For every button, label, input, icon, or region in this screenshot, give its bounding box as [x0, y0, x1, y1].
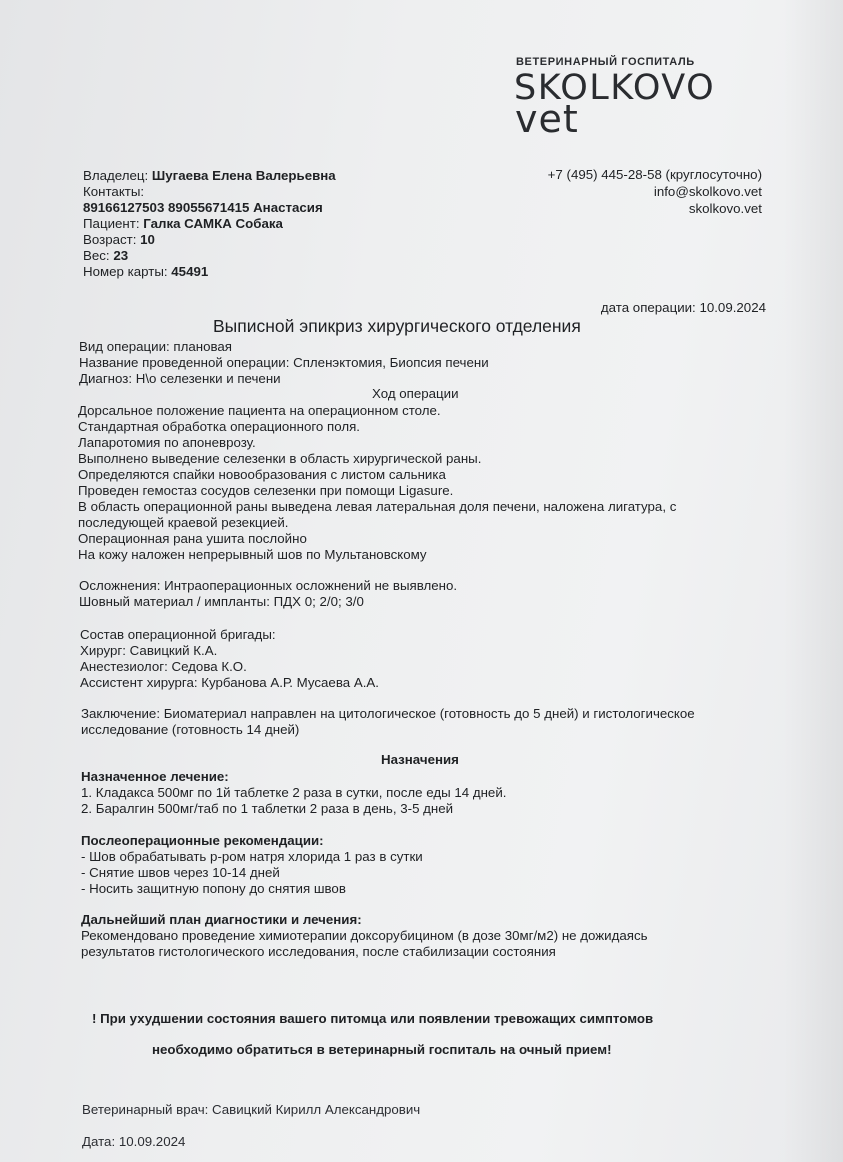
owner-label: Владелец:	[83, 168, 149, 183]
course-line: Определяются спайки новообразования с листом сальника	[78, 467, 446, 482]
doctor-signature-line: Ветеринарный врач: Савицкий Кирилл Александрович	[82, 1102, 421, 1117]
conclusion-line: исследование (готовность 14 дней)	[81, 722, 300, 737]
team-line: Хирург: Савицкий К.А.	[80, 643, 218, 658]
treatment-item: 1. Кладакса 500мг по 1й таблетке 2 раза в сутки, после еды 14 дней.	[81, 785, 507, 800]
course-line: Операционная рана ушита послойно	[78, 531, 307, 546]
card-row	[83, 264, 208, 280]
course-line: Выполнено выведение селезенки в область хирургической раны.	[78, 451, 482, 466]
contacts-value: 89166127503 89055671415 Анастасия	[83, 200, 323, 215]
card-label: Номер карты:	[83, 264, 168, 279]
postop-item: - Носить защитную попону до снятия швов	[81, 881, 346, 896]
postop-item: - Снятие швов через 10-14 дней	[81, 865, 280, 880]
course-line: Лапаротомия по апоневрозу.	[78, 435, 256, 450]
age-label: Возраст:	[83, 232, 137, 247]
contacts-label: Контакты:	[83, 184, 145, 199]
op-info-line: Вид операции: плановая	[79, 339, 232, 354]
treatment-heading: Назначенное лечение:	[81, 769, 229, 784]
op-info-line: Диагноз: Н\о селезенки и печени	[79, 371, 281, 386]
card-value: 45491	[171, 264, 209, 279]
plan-line: Рекомендовано проведение химиотерапии доксорубицином (в дозе 30мг/м2) не дожидаясь	[81, 928, 648, 943]
course-line: Проведен гемостаз сосудов селезенки при помощи Ligasure.	[78, 483, 454, 498]
weight-row	[83, 248, 128, 264]
age-row	[83, 232, 155, 248]
course-heading: Ход операции	[372, 386, 459, 401]
course-line: На кожу наложен непрерывный шов по Мультановскому	[78, 547, 427, 562]
op-info-line: Название проведенной операции: Спленэктомия, Биопсия печени	[79, 355, 489, 370]
prescriptions-heading: Назначения	[381, 752, 459, 767]
complications: Осложнения: Интраоперационных осложнений не выявлено.	[79, 578, 458, 593]
patient-row	[83, 216, 283, 232]
page-shadow	[783, 0, 843, 1162]
course-line: Дорсальное положение пациента на операционном столе.	[78, 403, 441, 418]
suture-material: Шовный материал / импланты: ПДХ 0; 2/0; 3/0	[79, 594, 364, 609]
treatment-item: 2. Баралгин 500мг/таб по 1 таблетки 2 раза в день, 3-5 дней	[81, 801, 454, 816]
warning-line: ! При ухудшении состояния вашего питомца или появлении тревожащих симптомов	[92, 1011, 654, 1026]
logo-subtitle: ВЕТЕРИНАРНЫЙ ГОСПИТАЛЬ	[516, 56, 695, 68]
course-line: В область операционной раны выведена левая латеральная доля печени, наложена лигатура, с	[78, 499, 677, 514]
postop-item: - Шов обрабатывать р-ром натря хлорида 1 раз в сутки	[81, 849, 423, 864]
owner-value: Шугаева Елена Валерьевна	[151, 168, 336, 183]
plan-line: результатов гистологического исследования, после стабилизации состояния	[81, 944, 556, 959]
warning-line: необходимо обратиться в ветеринарный госпиталь на очный прием!	[152, 1042, 612, 1057]
owner-row	[83, 168, 336, 184]
operation-date: дата операции: 10.09.2024	[600, 300, 766, 315]
age-value: 10	[140, 232, 155, 247]
team-line: Состав операционной бригады:	[80, 627, 276, 642]
patient-value: Галка САМКА Собака	[143, 216, 283, 231]
logo-line1: SKOLKOVO	[514, 68, 716, 108]
postop-heading: Послеоперационные рекомендации:	[81, 833, 324, 848]
clinic-site: skolkovo.vet	[688, 201, 762, 216]
conclusion-line: Заключение: Биоматериал направлен на цитологическое (готовность до 5 дней) и гистологическое	[81, 706, 695, 721]
clinic-phone: +7 (495) 445-28-58 (круглосуточно)	[547, 167, 762, 182]
weight-value: 23	[113, 248, 129, 263]
weight-label: Вес:	[83, 248, 110, 263]
plan-heading: Дальнейший план диагностики и лечения:	[81, 912, 362, 927]
document-date: Дата: 10.09.2024	[82, 1134, 186, 1149]
logo-line2: vet	[515, 97, 579, 141]
document-title: Выписной эпикриз хирургического отделения	[213, 316, 581, 336]
team-line: Анестезиолог: Седова К.О.	[80, 659, 247, 674]
team-line: Ассистент хирурга: Курбанова А.Р. Мусаева А.А.	[80, 675, 379, 690]
clinic-email: info@skolkovo.vet	[653, 184, 762, 199]
patient-label: Пациент:	[83, 216, 140, 231]
course-line: последующей краевой резекцией.	[78, 515, 289, 530]
course-line: Стандартная обработка операционного поля.	[78, 419, 360, 434]
